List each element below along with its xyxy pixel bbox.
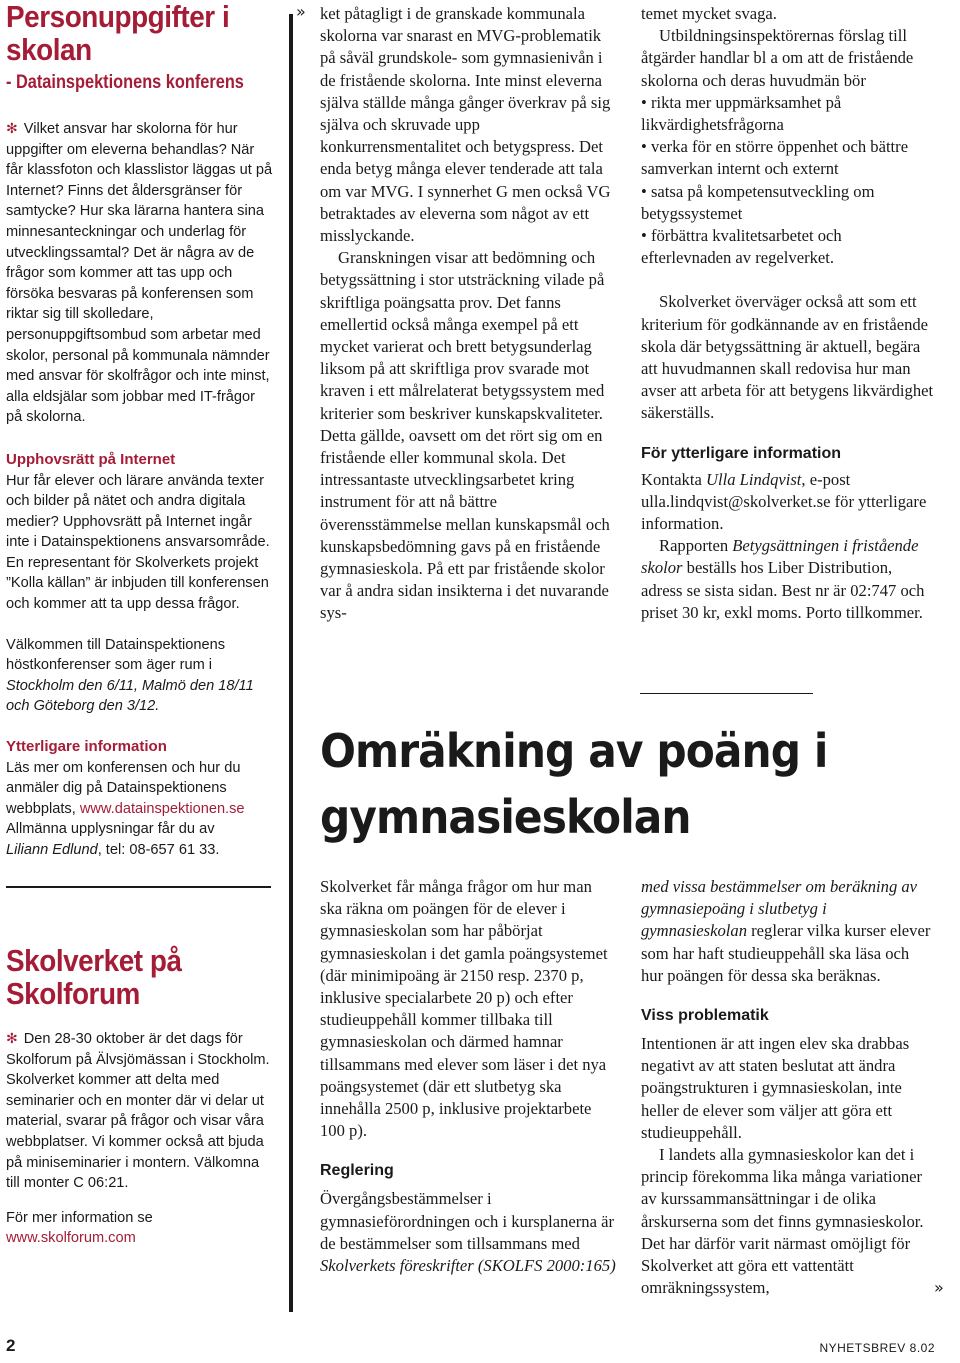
skolforum-more-text: För mer information se [6,1209,153,1226]
divider-right [640,693,813,694]
right-column-upper [641,3,935,624]
left-column [6,0,274,861]
article-title-skolforum: Skolverket på Skolforum [6,943,182,1011]
publication-name: NYHETSBREV 8.02 [819,1341,935,1355]
bullet-icon: • [641,181,647,201]
page-number: 2 [6,1336,16,1355]
omrakning-paragraph-1: Skolverket får många frågor om hur man ska räkna om poängen för de elever i gymnasieskolan som har påbörjat gymnasieskolan i det gamla poängsystemet (där minimipoäng är 2150 resp. 2370 p, inklusive specialarbete 20 p) och efter studieuppehåll kommer tillbaka till gymnasieskolan och därmed hamnar tillsammans med elever som läser i det nya poängsystemet (där ett slutbetyg ska innehålla 2500 p, inklusive projektarbete 100 p). [320,877,608,1141]
skolforum-paragraph [6,1028,274,1194]
contact-name-ulla: Ulla Lindqvist [705,469,802,489]
right-column-lower [641,876,935,1299]
continue-from-icon: » [296,2,306,21]
bullet-list [641,92,935,270]
article-title-omrakning: Omräkning av poäng i gymnasieskolan [320,724,828,844]
right-report-paragraph: Rapporten Betygsättningen i fristående skolor beställs hos Liber Distribution, adress se sista sidan. Best nr är 02:747 och priset 30 kr, exkl moms. Porto tillkommer. [641,536,925,622]
info-paragraph [6,758,274,861]
heading-reglering: Reglering [320,1162,394,1180]
bullet-icon: • [641,137,647,157]
intro-paragraph [6,118,274,428]
mid-paragraph-2: Granskningen visar att bedömning och betygssättning i stor utsträckning vilade på skriftliga poängsatta prov. Det fanns emellertid också många exempel på ett mycket varierat och brett betygsunderlag liksom på att skriftliga prov svarade mot kraven i ett målrelaterat betygssystem med kriterier som beskriver kunskapskvaliteter. Detta gällde, oavsett om det rört sig om en fristående eller kommunal skola. Det intressantaste utvecklingsarbetet kring instrument för att nå bättre överensstämmelse mellan kunskapsmål och kunskapsbedömning gavs på en fristående gymnasieskola. På ett par fristående skolor var å andra sidan insikterna i det nuvarande sys- [320,248,610,623]
info-contact-text: Allmänna upplysningar får du av [6,821,215,838]
mid-paragraph-1: ket påtagligt i de granskade kommunala skolorna var snarast en MVG-problematik på såväl grundskole- som gymnasienivån i de fristående skolorna. Inte minst eleverna själva ställde många gånger överkrav på sig själva och skruvade upp konkurrensmentalitet och betygspress. Det enda betyg många elever tenderade att tala om var MVG. I synnerhet G men också VG betraktades av eleverna som något av ett misslyckande. [320,4,611,246]
conference-dates: Stockholm den 6/11, Malmö den 18/11 och Göteborg den 3/12. [6,677,254,715]
heading-ytterligare: Ytterligare information [6,738,167,756]
middle-column-lower [320,876,616,1277]
omrakning-paragraph-2: Övergångsbestämmelser i gymnasieförordningen och i kursplanerna är de bestämmelser som tillsammans med Skolverkets föreskrifter (SKOLFS 2000:165) [320,1189,616,1276]
omrakning-paragraph-5: I landets alla gymnasieskolor kan det i princip förekomma lika många variationer av kurssammansättningar i de olika årskurserna som det finns gymnasieskolor. Det har därför varit närmast omöjligt för Skolverket att göra ett vattentätt omräkningssystem, [641,1145,924,1298]
right-contact-paragraph: Kontakta Ulla Lindqvist, e-post ulla.lindqvist@skolverket.se för ytterligare information. [641,469,927,534]
list-item: • förbättra kvalitetsarbetet och efterlevnaden av regelverket. [641,226,842,268]
continue-to-icon: » [934,1278,944,1297]
skolforum-more [6,1208,274,1249]
intro-text: Vilket ansvar har skolorna för hur uppgifter om eleverna behandlas? När får klassfoton och klasslistor läggas ut på Internet? Finns det åldersgränser för samtycke? Hur ska lärarna hantera sina minnesanteckningar och underlag för utvecklingssamtal? Det är några av de frågor som kommer att tas upp och försöka besvaras på konferensen som riktar sig till skolledare, personuppgiftsombud som arbetar med skolor, personal på kommunala nämnder med ansvar för skolfrågor och inte minst, alla eldsjälar som jobbar med IT-frågor på skolorna. [6,121,273,426]
right-paragraph-2: Utbildningsinspektörernas förslag till åtgärder handlar bl a om att de fristående skolorna och deras huvudmän bör [641,26,914,90]
info-text: Läs mer om konferensen och hur du anmäler dig på Datainspektionens webbplats, [6,759,241,817]
omrakning-paragraph-4: Intentionen är att ingen elev ska drabbas negativt av att staten beslutat att ändra poängstrukturen i gymnasieskolan, inte heller de elever som väljer att göra ett studieuppehåll. [641,1034,910,1142]
list-item: • rikta mer uppmärksamhet på likvärdighetsfrågorna [641,92,842,135]
star-icon: ✻ [6,1030,18,1046]
right-paragraph-3: Skolverket överväger också att som ett kriterium för godkännande av en fristående skola där betygssättning är aktuell, begära att huvudmannen skall redovisa hur man avser att arbeta för att betygens likvärdighet säkerställs. [641,292,934,423]
bullet-icon: • [641,226,647,246]
link-skolforum[interactable]: www.skolforum.com [6,1230,136,1247]
contact-phone: , tel: 08-657 61 33. [97,842,220,858]
heading-upphovsratt: Upphovsrätt på Internet [6,450,176,468]
list-item: • verka för en större öppenhet och bättre samverkan internt och externt [641,137,909,179]
skolforum-text: Den 28-30 oktober är det dags för Skolforum på Älvsjömässan i Stockholm. Skolverket kommer att delta med seminarier och en monter där vi delar ut material, svarar på frågor och visar våra webbplatser. Vi kommer också att bjuda på miniseminarier i montern. Välkomna till monter C 06:21. [6,1031,270,1192]
link-datainspektionen[interactable]: www.datainspektionen.se [79,800,245,817]
list-item: • satsa på kompetensutveckling om betygssystemet [641,181,875,223]
report-title: Betygsättningen i fristående skolor [641,536,919,578]
skolforum-section [6,944,274,1249]
heading-for-ytterligare: För ytterligare information [641,444,842,462]
contact-name: Liliann Edlund [6,842,98,858]
article-title-personuppgifter: Personuppgifter i skolan [6,0,230,67]
upphovsratt-paragraph: Hur får elever och lärare använda texter och bilder på nätet och andra digitala medier? Upphovsrätt på Internet ingår inte i Datainspektionens ansvarsområde. En representant för Skolverkets projekt ”Kolla källan” är inbjuden till konferensen och kommer att ta upp dessa frågor. [6,472,270,613]
right-paragraph-1: temet mycket svaga. [641,4,777,23]
divider-left [6,886,271,888]
welcome-text: Välkommen till Datainspektionens höstkonferenser som äger rum i [6,636,226,674]
vertical-divider [289,14,293,1312]
omrakning-paragraph-3: med vissa bestämmelser om beräkning av gymnasiepoäng i slutbetyg i gymnasieskolan reglerar vilka kurser elever som har haft studieuppehåll ska läsa och hur poängen för dessa ska beräknas. [641,877,931,985]
heading-viss-problematik: Viss problematik [641,1007,769,1025]
bullet-icon: • [641,92,647,112]
middle-column-upper [320,3,616,625]
article-subtitle: - Datainspektionens konferens [6,72,244,93]
star-icon: ✻ [6,120,18,136]
welcome-paragraph [6,635,274,717]
regulation-ref: Skolverkets föreskrifter (SKOLFS 2000:165) [320,1256,616,1276]
